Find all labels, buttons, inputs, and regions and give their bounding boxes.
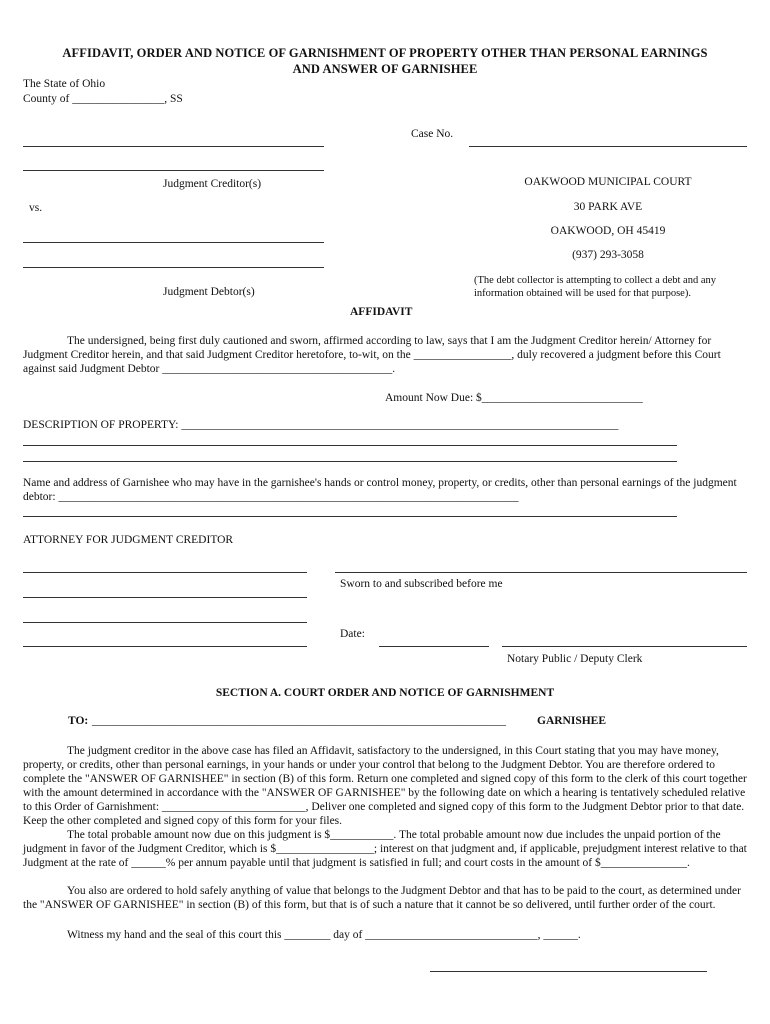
document-title-line1: AFFIDAVIT, ORDER AND NOTICE OF GARNISHMENT OF PROPERTY OTHER THAN PERSONAL EARNINGS: [62, 46, 708, 60]
creditor-name-line-2[interactable]: [23, 170, 324, 171]
amount-due-field[interactable]: Amount Now Due: $____________________________: [385, 392, 643, 404]
section-a-paragraph-2: The total probable amount now due on this judgment is $___________. The total probable amount now due includes the unpaid portion of the judgment in favor of the Judgment Creditor, which is $_________________; interest on that judgment and, if applicable, prejudgment interest relative to that Judgment at the rate of ______% per annum payable until that judgment is satisfied in full; and court costs in the amount of $_______________.: [23, 829, 747, 869]
description-line-2[interactable]: [23, 445, 677, 446]
vs-label: vs.: [29, 202, 43, 214]
debtor-name-line-1[interactable]: [23, 242, 324, 243]
creditor-name-line-1[interactable]: [23, 146, 324, 147]
date-label: Date:: [340, 628, 365, 640]
court-name: OAKWOOD MUNICIPAL COURT: [524, 176, 692, 188]
debtor-name-line-2[interactable]: [23, 267, 324, 268]
notary-signature-line[interactable]: [502, 646, 747, 647]
debtor-label: Judgment Debtor(s): [163, 286, 255, 298]
section-a-paragraph-1: The judgment creditor in the above case has filed an Affidavit, satisfactory to the undersigned, in this Court stating that you may have money, property, or credits, other than personal earnings, in your hands or under your control that belong to the Judgment Debtor. You are therefore ordered to complete the "ANSWER OF GARNISHEE" in section (B) of this form. Return one completed and signed copy of this form to the clerk of this court together with the amount determined in accordance with the "ANSWER OF GARNISHEE" by the following date on which a hearing is tentatively scheduled relative to this Order of Garnishment: _________________________, Deliver one completed and signed copy of this form to the Judgment Debtor prior to that date. Keep the other completed and signed copy of this form for your files.: [23, 745, 747, 827]
attorney-label: ATTORNEY FOR JUDGMENT CREDITOR: [23, 534, 234, 546]
to-label: TO:: [68, 715, 89, 727]
date-field[interactable]: [379, 646, 489, 647]
county-field[interactable]: County of ________________, SS: [23, 93, 183, 105]
attorney-line-1[interactable]: [23, 572, 307, 573]
case-no-field[interactable]: [469, 146, 747, 147]
clerk-signature-line[interactable]: [430, 971, 707, 972]
witness-line: Witness my hand and the seal of this court this ________ day of ______________________________, ______.: [67, 929, 581, 941]
attorney-line-4[interactable]: [23, 646, 307, 647]
section-a-heading: SECTION A. COURT ORDER AND NOTICE OF GARNISHMENT: [215, 687, 555, 699]
garnishee-address-text[interactable]: Name and address of Garnishee who may have in the garnishee's hands or control money, property, or credits, other than personal earnings of the judgment debtor: ________________________________________________________________________________: [23, 477, 737, 503]
court-street: 30 PARK AVE: [573, 201, 643, 213]
garnishee-label: GARNISHEE: [537, 715, 607, 727]
garnishee-address-line-2[interactable]: [23, 516, 677, 517]
affidavit-text: The undersigned, being first duly cautioned and sworn, affirmed according to law, says that I am the Judgment Creditor herein/ Attorney for Judgment Creditor herein, and that said Judgment Creditor heretofore, to-wit, on the _________________, duly recovered a judgment before this Court against said Judgment Debtor ________________________________________.: [23, 335, 721, 375]
court-phone: (937) 293-3058: [572, 249, 644, 261]
description-line-3[interactable]: [23, 461, 677, 462]
sworn-text: Sworn to and subscribed before me: [340, 578, 503, 590]
court-city: OAKWOOD, OH 45419: [550, 225, 666, 237]
state-label: The State of Ohio: [23, 78, 106, 90]
attorney-line-3[interactable]: [23, 622, 307, 623]
section-a-paragraph-3: You also are ordered to hold safely anything of value that belongs to the Judgment Debtor and that has to be paid to the court, as determined under the "ANSWER OF GARNISHEE" in section (B) of this form, but that is of such a nature that it cannot be so delivered, until further order of the court.: [23, 885, 741, 911]
creditor-label: Judgment Creditor(s): [163, 178, 262, 190]
debt-collector-notice: (The debt collector is attempting to collect a debt and any information obtained will be used for that purpose).: [474, 275, 716, 299]
attorney-line-2[interactable]: [23, 597, 307, 598]
notary-label: Notary Public / Deputy Clerk: [507, 653, 643, 665]
affiant-signature-line[interactable]: [335, 572, 747, 573]
affidavit-heading: AFFIDAVIT: [350, 306, 413, 318]
case-no-label: Case No.: [411, 128, 454, 140]
document-title-line2: AND ANSWER OF GARNISHEE: [292, 62, 478, 76]
description-of-property-field[interactable]: DESCRIPTION OF PROPERTY: ____________________________________________________________________________: [23, 419, 619, 431]
garnishee-name-field[interactable]: ________________________________________________________________________: [92, 715, 506, 727]
